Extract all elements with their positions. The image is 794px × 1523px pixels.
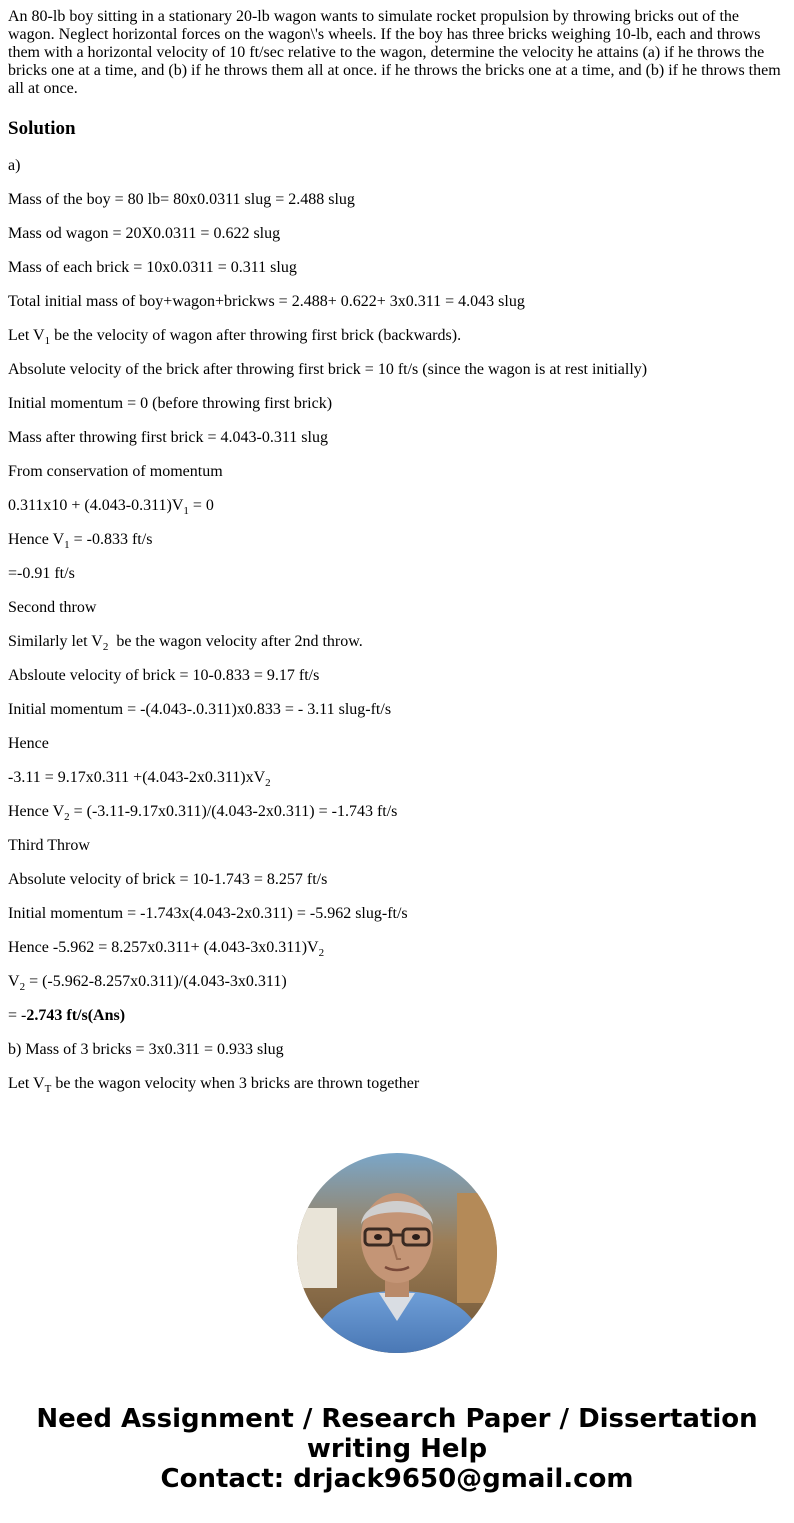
author-photo <box>297 1153 497 1353</box>
equation-1: $0.311x10 + (4.043-0.311)V_1 = 0$ <box>8 497 214 517</box>
answer-a-value: 2.743 ft/s(Ans) <box>26 1007 126 1024</box>
let-v2-line: Similarly let $V_2$ be the wagon velocity after 2nd throw. <box>8 633 363 653</box>
let-v1-line: Let $V_1$ be the velocity of wagon after throwing first brick (backwards). <box>8 327 462 347</box>
mass-wagon-line: Mass od wagon = 20X0.0311 = 0.622 slug <box>8 225 281 242</box>
part-b-mass-line: b) Mass of 3 bricks = 3x0.311 = 0.933 slug <box>8 1041 284 1058</box>
equation-2: $-3.11 = 9.17x0.311 +(4.043-2x0.311)xV_2$ <box>8 769 271 789</box>
v1-value-line: =-0.91 ft/s <box>8 565 75 582</box>
hence-v2-line: Hence $V_2 = (-3.11-9.17x0.311)/(4.043-2x0.311) = -1.743$ ft/s <box>8 803 398 823</box>
second-throw-label: Second throw <box>8 599 97 616</box>
initial-momentum-second-line: Initial momentum = -(4.043-.0.311)x0.833 = - 3.11 slug-ft/s <box>8 701 392 718</box>
mass-boy-line: Mass of the boy = 80 lb= 80x0.0311 slug = 2.488 slug <box>8 191 355 208</box>
answer-a-line: = -2.743 ft/s(Ans) <box>8 1007 126 1024</box>
abs-velocity-first-line: Absolute velocity of the brick after throwing first brick = 10 ft/s (since the wagon is at rest initially) <box>8 361 648 378</box>
initial-momentum-first-line: Initial momentum = 0 (before throwing first brick) <box>8 395 333 412</box>
author-avatar <box>297 1153 497 1353</box>
promo-footer <box>0 1404 794 1494</box>
abs-velocity-third-line: Absolute velocity of brick = 10-1.743 = 8.257 ft/s <box>8 871 328 888</box>
footer-line-2: writing Help <box>306 1434 488 1464</box>
total-mass-line: Total initial mass of boy+wagon+brickws = 2.488+ 0.622+ 3x0.311 = 4.043 slug <box>8 293 525 310</box>
v2-expression-line: $V_2 = (-5.962-8.257x0.311)/(4.043-3x0.311)$ <box>8 973 287 993</box>
hence-v1-line: Hence $V_1 = -0.833$ ft/s <box>8 531 153 551</box>
third-throw-label: Third Throw <box>8 837 90 854</box>
hence-label: Hence <box>8 735 49 752</box>
footer-line-1: Need Assignment / Research Paper / Dissertation <box>36 1404 758 1434</box>
solution-document <box>8 8 786 1122</box>
conservation-line: From conservation of momentum <box>8 463 223 480</box>
mass-after-first-line: Mass after throwing first brick = 4.043-0.311 slug <box>8 429 328 446</box>
equation-3: Hence $-5.962 = 8.257x0.311+ (4.043-3x0.311)V_2$ <box>8 939 325 959</box>
problem-statement: An 80-lb boy sitting in a stationary 20-lb wagon wants to simulate rocket propulsion by throwing bricks out of the wagon. Neglect horizontal forces on the wagon\'s wheels. If the boy has three bricks weighing 10-lb, each and throws them with a horizontal velocity of 10 ft/sec relative to the wagon, determine the velocity he attains (a) if he throws the bricks one at a time, and (b) if he throws them all at once. if he throws the bricks one at a time, and (b) if he throws them all at once. <box>8 8 781 97</box>
footer-contact: Contact: drjack9650@gmail.com <box>160 1464 634 1494</box>
let-vt-line: Let $V_T$ be the wagon velocity when 3 bricks are thrown together <box>8 1075 420 1095</box>
initial-momentum-third-line: Initial momentum = -1.743x(4.043-2x0.311) = -5.962 slug-ft/s <box>8 905 408 922</box>
abs-velocity-second-line: Absloute velocity of brick = 10-0.833 = 9.17 ft/s <box>8 667 320 684</box>
mass-brick-line: Mass of each brick = 10x0.0311 = 0.311 slug <box>8 259 297 276</box>
solution-heading: Solution <box>8 118 76 139</box>
part-a-label: a) <box>8 157 21 174</box>
